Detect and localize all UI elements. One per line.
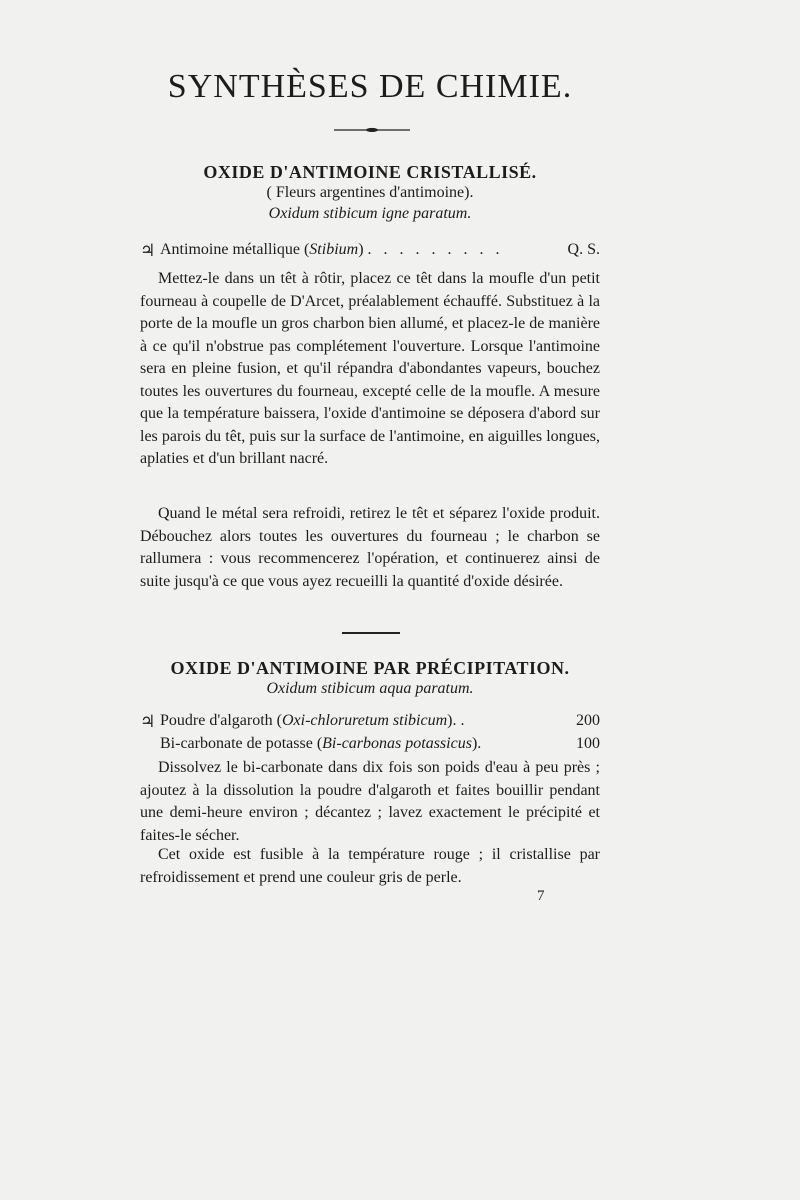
ingredient-quantity: 200: [576, 712, 600, 729]
leader-dots: . . . . . . . . .: [367, 241, 504, 258]
ingredient-name: Antimoine métallique (Stibium): [160, 241, 364, 258]
section-2-title: OXIDE D'ANTIMOINE PAR PRÉCIPITATION.: [170, 658, 570, 678]
recipe-line-bicarbonate: [160, 735, 600, 753]
section-1-title: OXIDE D'ANTIMOINE CRISTALLISÉ.: [203, 162, 537, 182]
jupiter-symbol-icon: ♃: [140, 241, 156, 260]
ornament-divider: [332, 126, 412, 134]
page-title: SYNTHÈSES DE CHIMIE.: [167, 68, 573, 105]
recipe-line-algaroth: [140, 712, 600, 731]
section-1-paragraph-1: Mettez-le dans un têt à rôtir, placez ce têt dans la moufle d'un petit fourneau à coupelle de D'Arcet, préalablement échauffé. Substituez à la porte de la moufle un gros charbon bien allumé, et placez-le de manière à ce qu'il n'obstrue pas complétement l'ouverture. Lorsque l'antimoine sera en pleine fusion, et qu'il répandra d'abondantes vapeurs, bouchez toutes les ouvertures du fourneau, excepté celle de la moufle. A mesure que la température baissera, l'oxide d'antimoine se déposera d'abord sur les parois du têt, puis sur la surface de l'antimoine, en aiguilles longues, aplaties et d'un brillant nacré.: [140, 270, 600, 467]
section-1-subtitle: ( Fleurs argentines d'antimoine).: [266, 184, 474, 201]
ingredient-name: Bi-carbonate de potasse (Bi-carbonas potassicus).: [160, 735, 482, 752]
section-1-paragraph-2: Quand le métal sera refroidi, retirez le têt et séparez l'oxide produit. Débouchez alors toutes les ouvertures du fourneau ; le charbon se rallumera : vous recommencerez l'opération, et continuerez ainsi de suite jusqu'à ce que vous ayez recueilli la quantité d'oxide désirée.: [140, 505, 600, 590]
section-2-latin-name: Oxidum stibicum aqua paratum.: [266, 680, 474, 697]
section-2-paragraph-1: Dissolvez le bi-carbonate dans dix fois son poids d'eau à peu près ; ajoutez à la dissolution la poudre d'algaroth et faites bouillir pendant une demi-heure environ ; décantez ; lavez exactement le précipité et faites-le sécher.: [140, 759, 600, 844]
section-1-latin-name: Oxidum stibicum igne paratum.: [268, 205, 472, 222]
page-number: 7: [537, 888, 545, 904]
ingredient-name: Poudre d'algaroth (Oxi-chloruretum stibicum). .: [160, 712, 465, 729]
recipe-line-antimoine: [140, 241, 600, 260]
section-2-paragraph-2: Cet oxide est fusible à la température rouge ; il cristallise par refroidissement et prend une couleur gris de perle.: [140, 846, 600, 886]
ingredient-quantity: Q. S.: [567, 241, 600, 258]
section-divider: [342, 632, 400, 634]
ingredient-quantity: 100: [576, 735, 600, 752]
jupiter-symbol-icon: ♃: [140, 712, 156, 731]
